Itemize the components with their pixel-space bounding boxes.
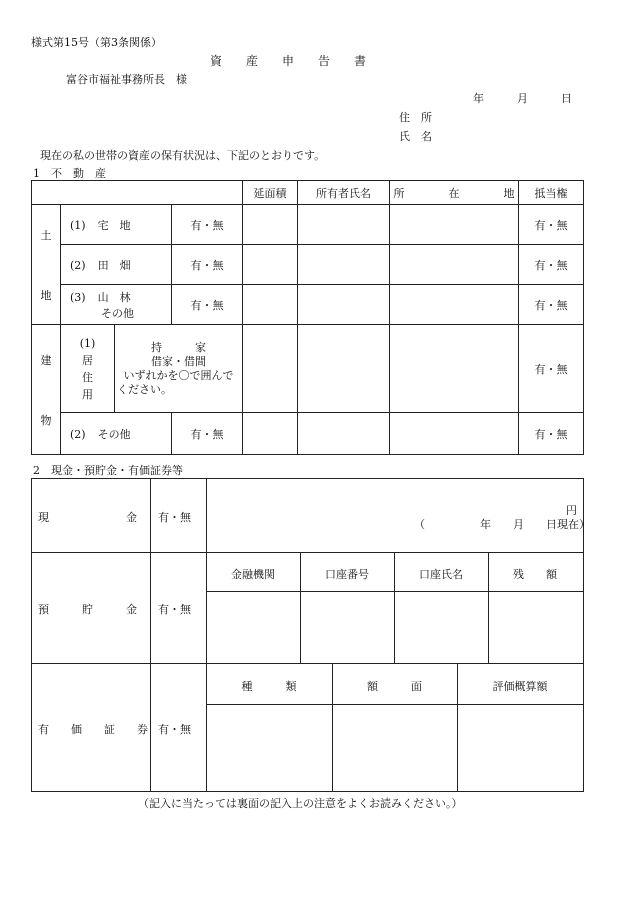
divider	[150, 478, 151, 791]
land-row-1-yn[interactable]: 有・無	[172, 205, 243, 245]
land-row-2-name: (2) 田 畑	[61, 245, 172, 285]
savings-institution-field[interactable]	[207, 592, 300, 662]
residence-mortgage[interactable]: 有・無	[519, 325, 584, 413]
savings-header-account-name: 口座氏名	[419, 568, 463, 581]
header-floor-area: 延面積	[243, 181, 298, 205]
savings-header-balance: 残 額	[513, 568, 557, 581]
land-row-3-owner[interactable]	[298, 285, 390, 325]
securities-estimated-value-field[interactable]	[458, 705, 582, 790]
residence-label-cell: (1) 居 住 用	[61, 325, 115, 413]
savings-yn[interactable]: 有・無	[158, 603, 191, 616]
divider	[31, 663, 583, 664]
securities-label: 有 価 証 券	[38, 723, 148, 736]
header-mortgage: 抵当権	[519, 181, 584, 205]
address-label: 住 所	[399, 111, 432, 124]
intro-text: 現在の私の世帯の資産の保有状況は、下記のとおりです。	[40, 149, 326, 162]
building-other-location[interactable]	[390, 413, 519, 455]
land-row-2-mortgage[interactable]: 有・無	[519, 245, 584, 285]
land-row-1-owner[interactable]	[298, 205, 390, 245]
savings-header-institution: 金融機関	[231, 568, 275, 581]
securities-header-estimated-value: 評価概算額	[492, 680, 548, 693]
land-row-1-area[interactable]	[243, 205, 298, 245]
savings-account-name-field[interactable]	[395, 592, 488, 662]
residence-note: いずれかを〇で囲んで	[123, 368, 234, 382]
cash-label: 現 金	[38, 511, 137, 524]
section2-heading: 2 現金・預貯金・有価証券等	[33, 464, 183, 477]
building-other-mortgage[interactable]: 有・無	[519, 413, 584, 455]
building-other-name: (2) その他	[61, 413, 172, 455]
land-row-1-name: (1) 宅 地	[61, 205, 172, 245]
securities-face-value-field[interactable]	[333, 705, 457, 790]
cash-yn[interactable]: 有・無	[158, 511, 191, 524]
land-row-3-yn[interactable]: 有・無	[172, 285, 243, 325]
securities-type-field[interactable]	[207, 705, 332, 790]
residence-area[interactable]	[243, 325, 298, 413]
header-location: 所 在 地	[390, 181, 519, 205]
residence-note-2: ください。	[117, 382, 172, 396]
land-row-2-area[interactable]	[243, 245, 298, 285]
building-other-yn[interactable]: 有・無	[172, 413, 243, 455]
footer-note: （記入に当たっては裏面の記入上の注意をよくお読みください。）	[138, 797, 463, 810]
securities-yn[interactable]: 有・無	[158, 723, 191, 736]
residence-owner[interactable]	[298, 325, 390, 413]
building-other-area[interactable]	[243, 413, 298, 455]
building-label-cell	[32, 325, 61, 455]
residence-location[interactable]	[390, 325, 519, 413]
land-row-1-location[interactable]	[390, 205, 519, 245]
land-row-2-yn[interactable]: 有・無	[172, 245, 243, 285]
securities-header-type: 種 類	[241, 680, 297, 693]
section1-heading: 1 不 動 産	[33, 167, 106, 180]
land-label-bottom: 地	[40, 288, 52, 302]
document-title: 資 産 申 告 書	[210, 54, 367, 68]
land-row-2-location[interactable]	[390, 245, 519, 285]
savings-balance-field[interactable]	[489, 592, 582, 662]
blank-header	[32, 181, 243, 205]
cash-unit: 円	[566, 504, 577, 517]
date-line: 年 月 日	[473, 92, 572, 105]
land-label-top: 土	[40, 228, 52, 242]
land-row-3-area[interactable]	[243, 285, 298, 325]
divider	[31, 552, 583, 553]
addressee: 富谷市福祉事務所長 様	[66, 73, 187, 86]
land-label-cell	[32, 205, 61, 325]
form-id: 様式第15号（第3条関係）	[31, 36, 162, 49]
savings-header-account-number: 口座番号	[325, 568, 369, 581]
land-row-1-mortgage[interactable]: 有・無	[519, 205, 584, 245]
residence-type-cell[interactable]	[115, 325, 243, 413]
land-row-2-owner[interactable]	[298, 245, 390, 285]
savings-label: 預 貯 金	[38, 603, 137, 616]
building-label-bottom: 物	[40, 413, 52, 427]
real-estate-table	[31, 180, 584, 455]
residence-opt-rented[interactable]: 借家・借間	[151, 354, 206, 368]
land-row-3-location[interactable]	[390, 285, 519, 325]
cash-as-of-date[interactable]: （ 年 月 日現在）	[414, 518, 590, 531]
land-row-3-mortgage[interactable]: 有・無	[519, 285, 584, 325]
residence-opt-owned[interactable]: 持 家	[151, 340, 206, 354]
name-label: 氏 名	[399, 130, 432, 143]
building-label-top: 建	[40, 353, 52, 367]
land-row-3-name: (3) 山 林 その他	[61, 285, 172, 325]
savings-account-number-field[interactable]	[301, 592, 394, 662]
securities-header-face-value: 額 面	[367, 680, 422, 693]
header-owner-name: 所有者氏名	[298, 181, 390, 205]
building-other-owner[interactable]	[298, 413, 390, 455]
